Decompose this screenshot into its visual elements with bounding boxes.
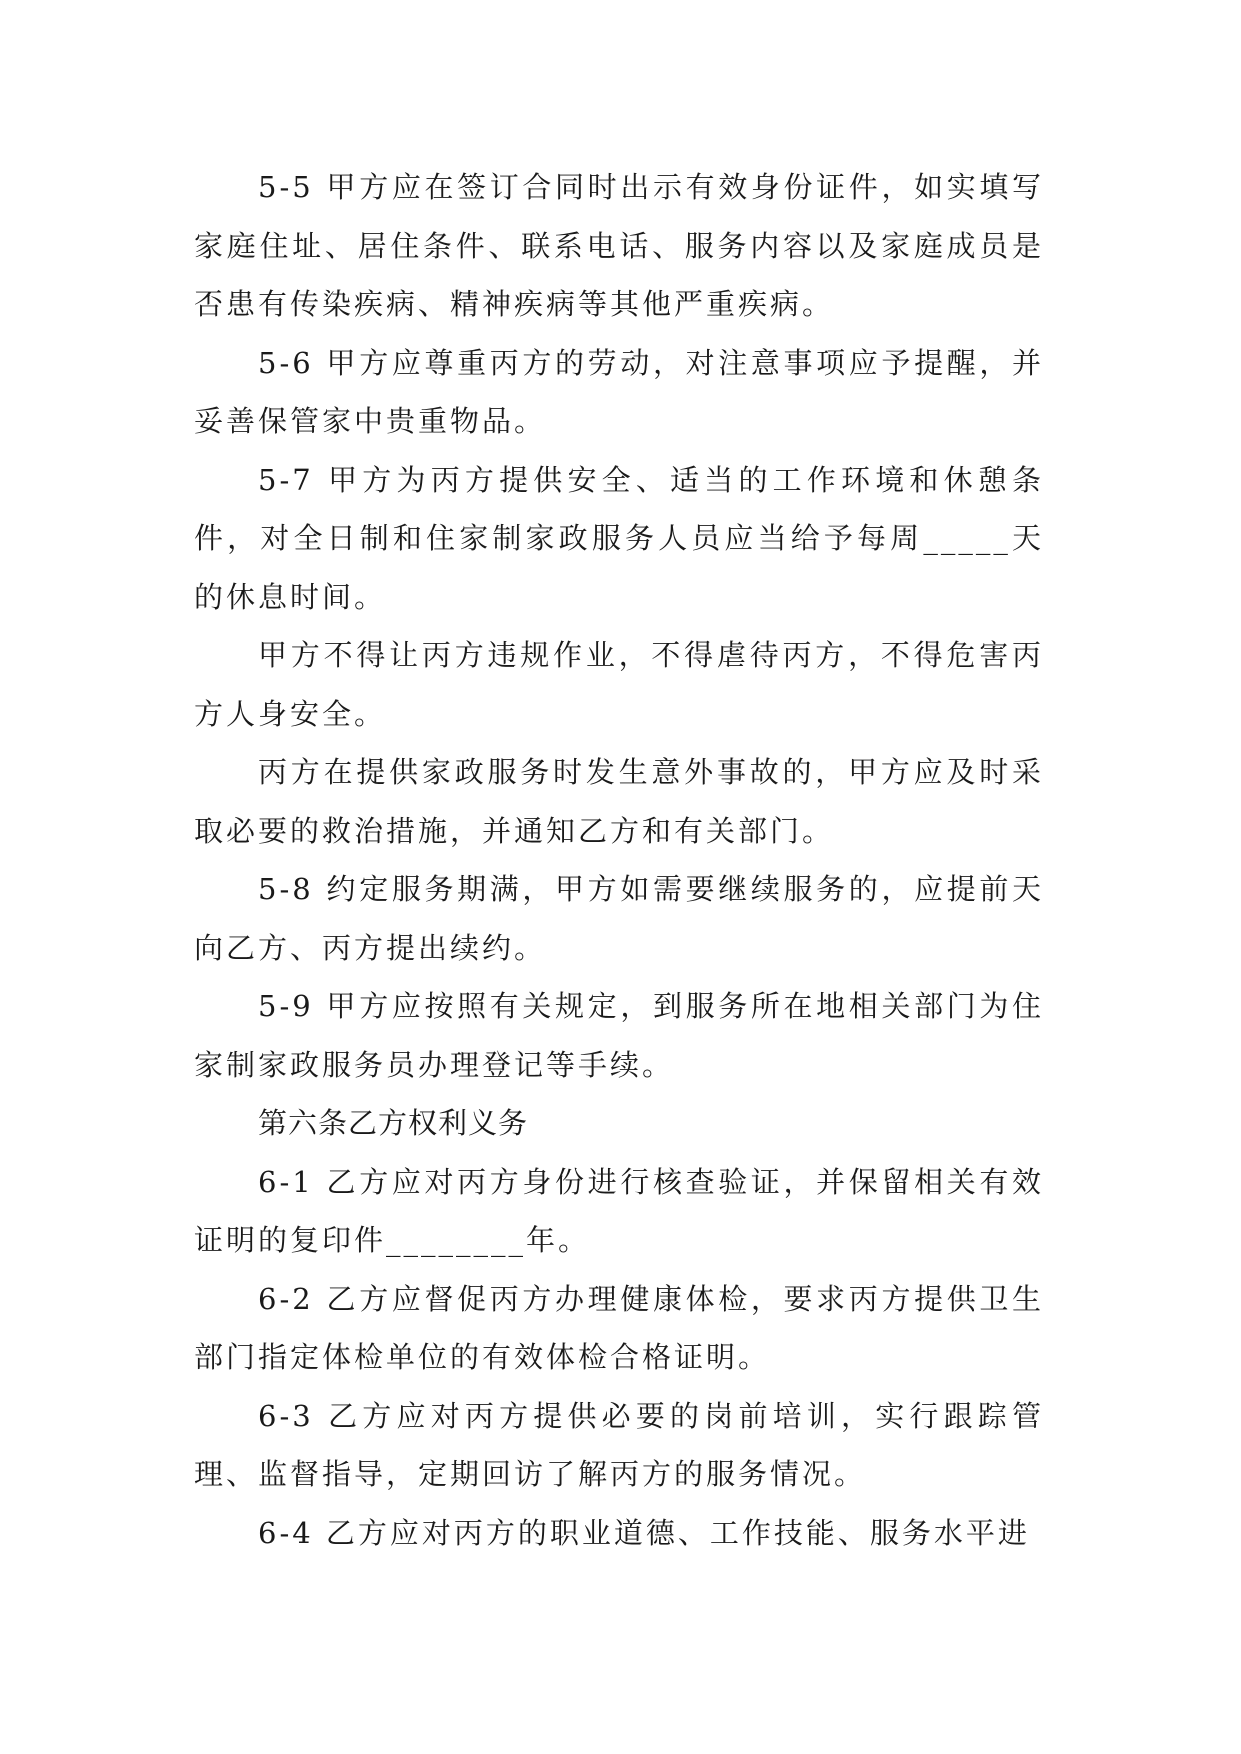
clause-5-6: 5-6 甲方应尊重丙方的劳动，对注意事项应予提醒，并妥善保管家中贵重物品。 [194,345,1044,438]
clause-5-7-prohibition: 甲方不得让丙方违规作业，不得虐待丙方，不得危害丙方人身安全。 [194,638,1044,731]
clause-5-5: 5-5 甲方应在签订合同时出示有效身份证件，如实填写家庭住址、居住条件、联系电话、服务内容以及家庭成员是否患有传染疾病、精神疾病等其他严重疾病。 [194,170,1044,321]
clause-5-7: 5-7 甲方为丙方提供安全、适当的工作环境和休憩条件，对全日制和住家制家政服务人员应当给予每周_____天的休息时间。 [194,462,1044,614]
document-body [194,158,1044,1562]
clause-6-3: 6-3 乙方应对丙方提供必要的岗前培训，实行跟踪管理、监督指导，定期回访了解丙方的服务情况。 [194,1398,1044,1491]
clause-5-7-accident: 丙方在提供家政服务时发生意外事故的，甲方应及时采取必要的救治措施，并通知乙方和有关部门。 [194,755,1044,848]
clause-6-2: 6-2 乙方应督促丙方办理健康体检，要求丙方提供卫生部门指定体检单位的有效体检合格证明。 [194,1281,1044,1374]
section-heading-article-6: 第六条乙方权利义务 [258,1106,529,1140]
clause-6-1: 6-1 乙方应对丙方身份进行核查验证，并保留相关有效证明的复印件________年。 [194,1164,1044,1257]
clause-6-4: 6-4 乙方应对丙方的职业道德、工作技能、服务水平进 [258,1515,1030,1550]
clause-5-9: 5-9 甲方应按照有关规定，到服务所在地相关部门为住家制家政服务员办理登记等手续。 [194,989,1044,1082]
clause-5-8: 5-8 约定服务期满，甲方如需要继续服务的，应提前天向乙方、丙方提出续约。 [194,872,1044,965]
